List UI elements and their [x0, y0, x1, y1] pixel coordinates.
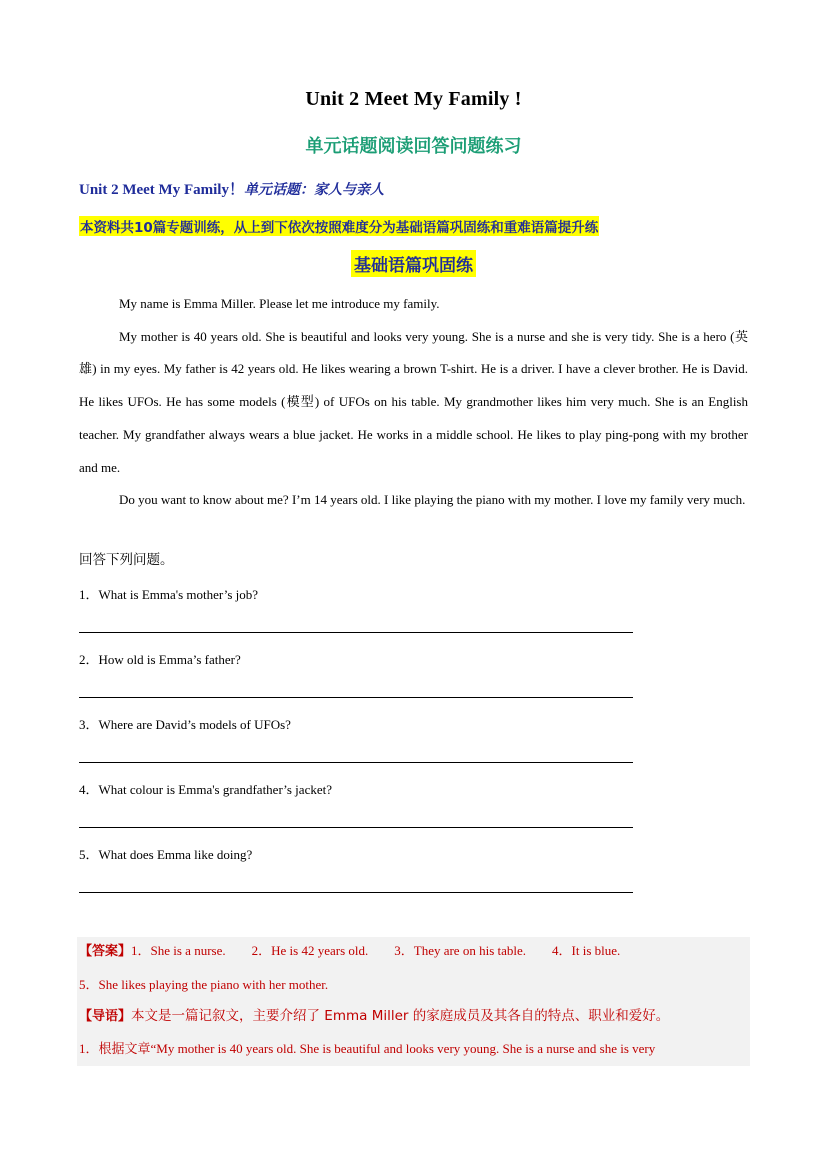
passage-paragraph-3: Do you want to know about me? I’m 14 years old. I like playing the piano with my mother. I love my family very much. — [119, 492, 746, 508]
page-subtitle: 单元话题阅读回答问题练习 — [305, 136, 522, 157]
unit-topic: 单元话题：家人与亲人 — [243, 182, 384, 198]
passage-paragraph-1: My name is Emma Miller. Please let me introduce my family. — [119, 296, 440, 311]
material-note: 本资料共10篇专题训练，从上到下依次按照难度分为基础语篇巩固练和重难语篇提升练 — [79, 216, 599, 236]
instruction-text: 回答下列问题。 — [79, 552, 174, 568]
guide-text: 本文是一篇记叙文，主要介绍了 Emma Miller 的家庭成员及其各自的特点、职业和爱好。 — [131, 1008, 670, 1024]
guide-line — [79, 1000, 748, 1034]
section-heading — [0, 250, 827, 277]
question-1: 1．What is Emma's mother’s job? — [79, 587, 259, 602]
answer-tag: 【答案】 — [79, 944, 132, 959]
page-title: Unit 2 Meet My Family ! — [305, 88, 522, 110]
section-heading-label: 基础语篇巩固练 — [351, 250, 476, 277]
answer-4: 4．It is blue. — [552, 943, 621, 958]
answer-1: 1．She is a nurse. — [131, 943, 226, 958]
answer-3: 3．They are on his table. — [394, 943, 527, 958]
question-3: 3．Where are David’s models of UFOs? — [79, 717, 291, 732]
question-5: 5．What does Emma like doing? — [79, 847, 253, 862]
guide-tag: 【导语】 — [79, 1009, 132, 1024]
question-4: 4．What colour is Emma's grandfather’s jacket? — [79, 782, 332, 797]
reading-passage — [79, 288, 748, 517]
unit-topic-line — [79, 178, 384, 199]
answer-line-5[interactable] — [79, 892, 633, 893]
answer-line-1[interactable] — [79, 632, 633, 633]
unit-prefix: Unit 2 Meet My Family！ — [79, 182, 244, 198]
answer-line-2[interactable] — [79, 697, 633, 698]
answer-5: 5．She likes playing the piano with her mother. — [79, 976, 329, 992]
answer-key — [79, 935, 748, 1001]
answer-line-4[interactable] — [79, 827, 633, 828]
passage-paragraph-2: My mother is 40 years old. She is beautiful and looks very young. She is a nurse and she is very tidy. She is a hero (英雄) in my eyes. My father is 42 years old. He likes wearing a brown T-shirt. He is a driver. I have a clever brother. He is David. He likes UFOs. He has some models (模型) of UFOs on his table. My grandmother likes him very much. She is an English teacher. My grandfather always wears a blue jacket. He works in a middle school. He likes to play ping-pong with my brother and me. — [79, 328, 748, 475]
explanation-line: 1．根据文章“My mother is 40 years old. She is beautiful and looks very young. She is a nurse and she is very — [79, 1041, 656, 1056]
answer-2: 2．He is 42 years old. — [251, 943, 369, 958]
answer-line-3[interactable] — [79, 762, 633, 763]
question-2: 2．How old is Emma’s father? — [79, 652, 241, 667]
